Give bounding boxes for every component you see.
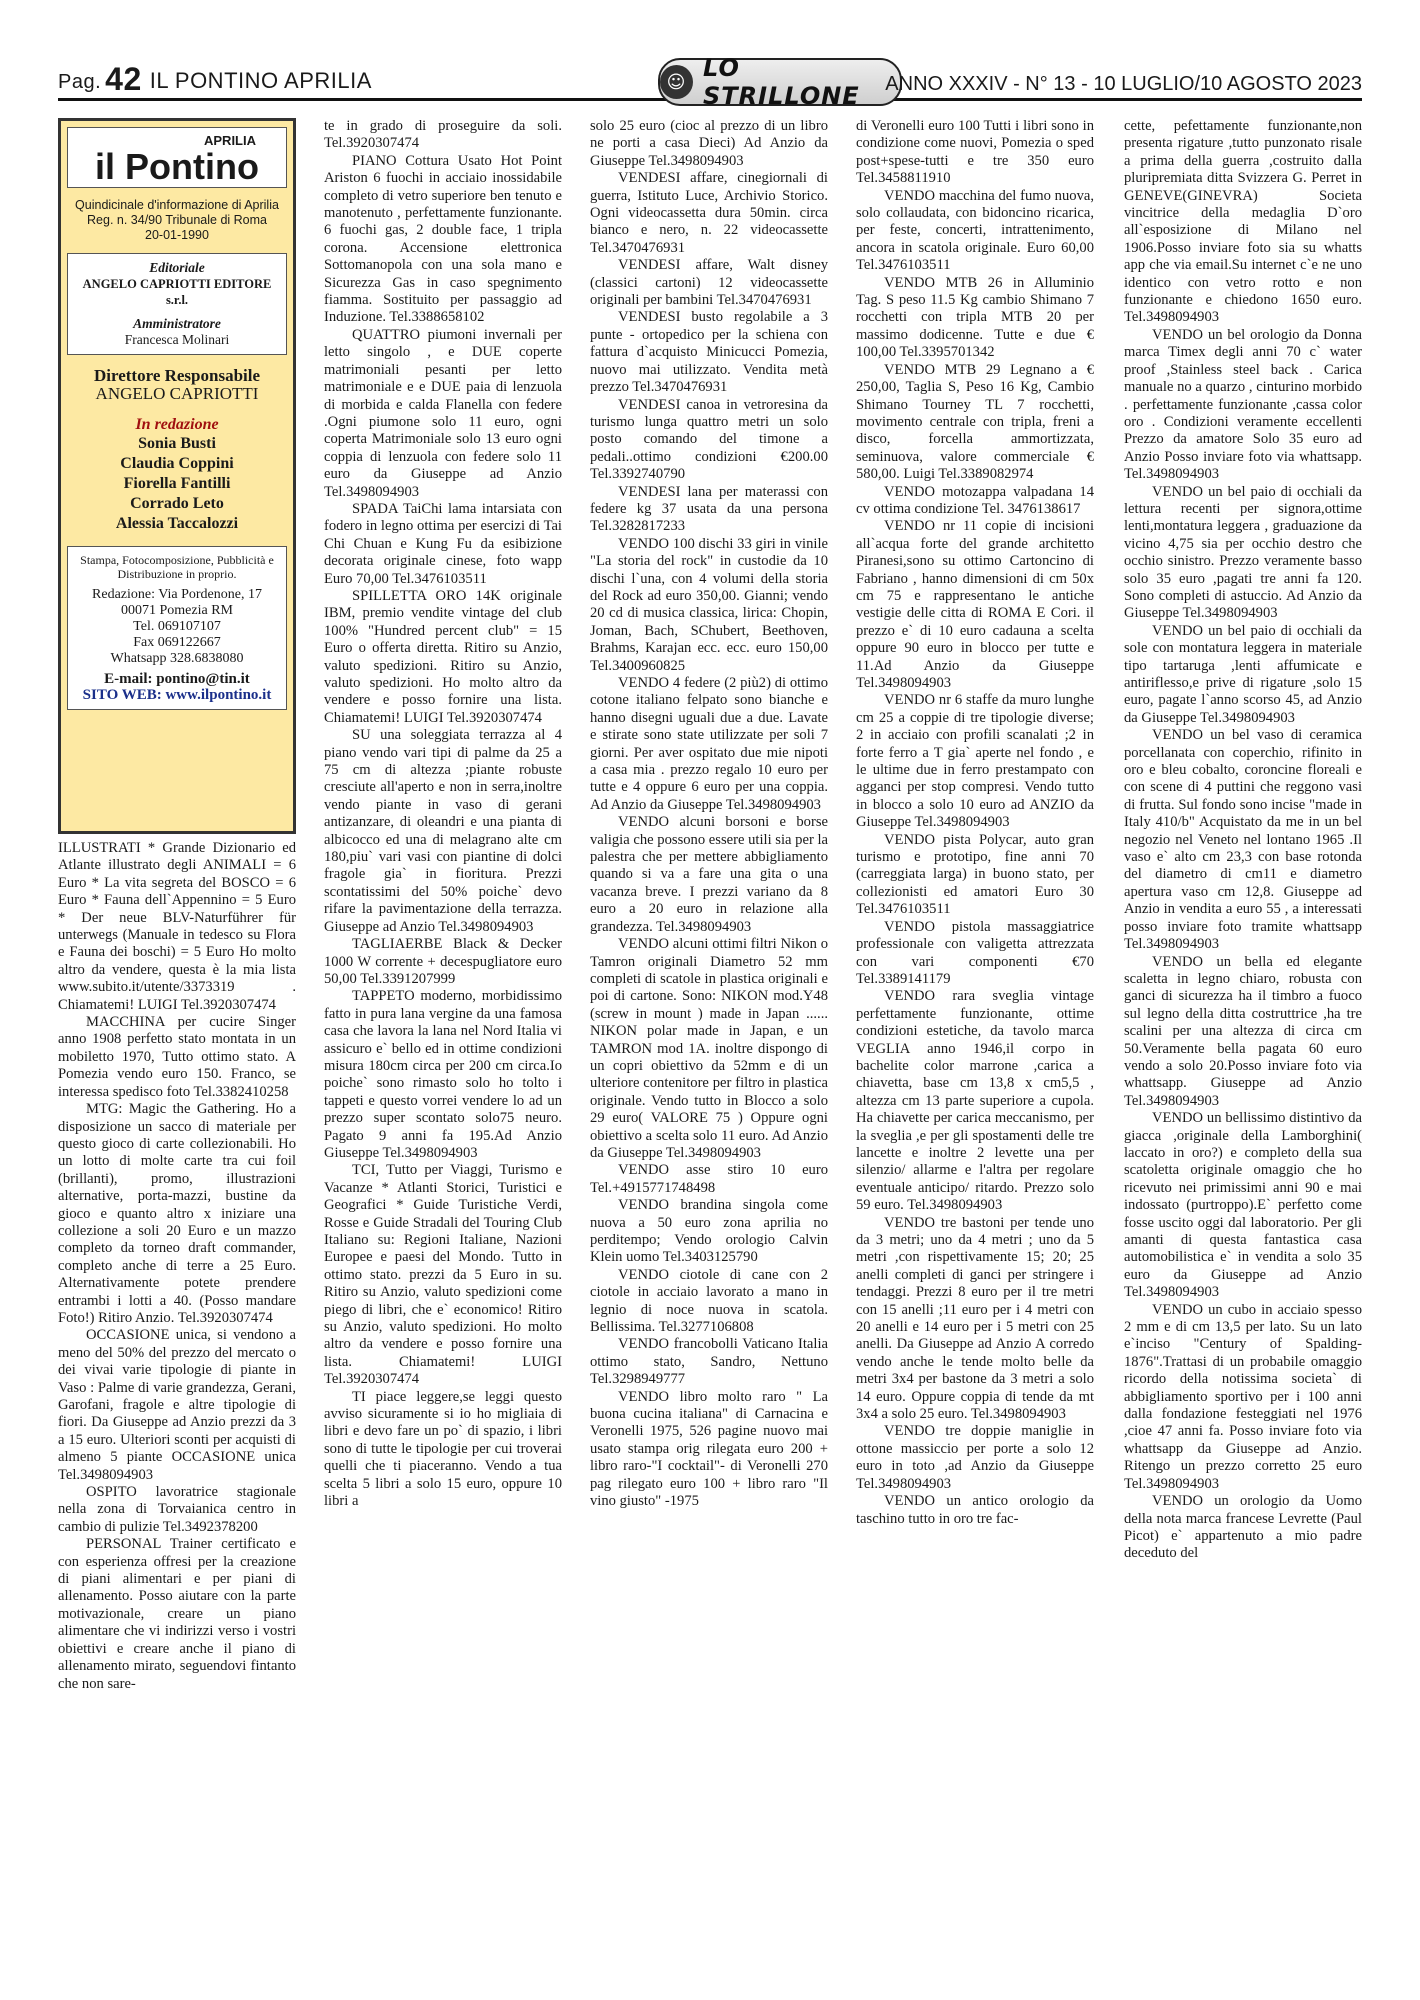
column-5 xyxy=(1124,118,1362,1978)
staff-member: Corrado Leto xyxy=(130,494,224,512)
strillone-logo xyxy=(658,54,902,110)
contact-box xyxy=(67,546,287,710)
masthead-city: APRILIA xyxy=(204,133,256,148)
email-link[interactable]: E-mail: pontino@tin.it xyxy=(104,670,250,687)
director-name: ANGELO CAPRIOTTI xyxy=(95,383,259,403)
classified-ad: VENDO nr 6 staffe da muro lunghe cm 25 a coppie di tre tipologie diverse; 2 in acciaio con profili scanalati ;2 in forte ferro a T gia` aperte nel fondo , e le ultime due in ferro prestampato con agganci per stop compresi. Vendo tutto in blocco a solo 10 euro ad ANZIO da Giuseppe Tel.3498094903 xyxy=(856,692,1094,831)
masthead-date: 20-01-1990 xyxy=(145,228,209,243)
classified-ad: VENDO motozappa valpadana 14 cv ottima condizione Tel. 3476138617 xyxy=(856,483,1094,517)
city: 00071 Pomezia RM xyxy=(121,602,233,618)
page-folio xyxy=(58,59,372,96)
masthead-title-box xyxy=(67,127,287,188)
column-2 xyxy=(324,118,562,1978)
classified-ad: VENDO brandina singola come nuova a 50 euro zona aprilia no perditempo; Vendo orologio Calvin Klein uomo Tel.3403125790 xyxy=(590,1197,828,1266)
classified-ad: di Veronelli euro 100 Tutti i libri sono in condizione come nuovi, Pomezia o sped post+spese-tutti e tre 350 euro Tel.3458811910 xyxy=(856,118,1094,187)
masthead-name: il Pontino xyxy=(95,146,259,188)
classified-ad: VENDO un cubo in acciaio spesso 2 mm e di cm 13,5 per lato. Su un lato e`inciso "Century of Spalding-1876".Trattasi di un probabile omaggio ricordo della notissima societa` di abbigliamento sportivo per i 100 anni dalla fondazione festeggiati nel 1976 ,cioe 47 anni fa. Posso inviare foto via whattsapp da Giuseppe ad Anzio. Ritengo un prezzo corretto 25 euro Tel.3498094903 xyxy=(1124,1301,1362,1492)
classified-ad: VENDO un bel paio di occhiali da sole con montatura leggera in materiale tipo tartaruga ,lenti affumicate e antiriflesso,e prive di rigature ,solo 15 euro, pagate l`anno scorso 45, ad Anzio da Giuseppe Tel.3498094903 xyxy=(1124,622,1362,726)
classified-ad: VENDO 4 federe (2 più2) di ottimo cotone italiano felpato sono bianche e hanno disegni uguali due a due. Lavate e stirate sono state utilizzate per soli 7 giorni. Per aver ospitato due mie nipoti a casa mia . prezzo regalo 10 euro per tutte e 4 oppure 6 euro per una coppia. Ad Anzio da Giuseppe Tel.3498094903 xyxy=(590,675,828,813)
classified-ad: VENDO alcuni borsoni e borse valigia che possono essere utili sia per la palestra che per mettere abbigliamento quando si va a fare una gita o una vacanza breve. I prezzi variano da 8 euro a 20 euro in relazione alla grandezza. Tel.3498094903 xyxy=(590,814,828,935)
stampa-note: Stampa, Fotocomposizione, Pubblicità e Distribuzione in proprio. xyxy=(80,552,274,581)
classified-ad: MTG: Magic the Gathering. Ho a disposizione un sacco di materiale per questo gioco di carte collezionabili. Ho un lotto di molte carte tra cui foil (brillanti), promo, illustrazioni alternative, porta-mazzi, bustine da gioco e quanto altro x iniziare una collezione a soli 20 Euro e un mazzo completo da torneo draft commander, completo anche di terre a 25 Euro. Alternativamente potete prendere entrambi i lotti a 40. (Posso mandare Foto!) Ritiro Anzio. Tel.3920307474 xyxy=(58,1101,296,1326)
classified-ad: PERSONAL Trainer certificato e con esperienza offresi per la creazione di piani alimentari e per piani di allenamento. Posso aiutare con la parte motivazionale, creare un piano alimentare che vi indirizzi verso i vostri obiettivi e creare anche il piano di allenamento mirato, seguendovi fintanto che non sare- xyxy=(58,1536,296,1692)
publication-name: IL PONTINO APRILIA xyxy=(149,68,372,93)
classified-ad: VENDESI canoa in vetroresina da turismo lunga quattro metri un solo posto comando del timone a pedali..ottimo condizioni €200.00 Tel.3392740790 xyxy=(590,396,828,483)
classified-ad: solo 25 euro (cioc al prezzo di un libro ne porti a casa Dieci) Ad Anzio da Giuseppe Tel.3498094903 xyxy=(590,118,828,169)
masthead-registration xyxy=(67,198,287,243)
classified-ad: VENDO libro molto raro " La buona cucina italiana" di Carnacina e Veronelli 1975, 526 pagine nuovo mai usato stampa orig rilegata euro 200 + libro raro-"I cocktail"- di Veronelli 270 pag rilegato euro 100 + libro raro "Il vino giusto" -1975 xyxy=(590,1388,828,1510)
masthead-tagline: Quindicinale d'informazione di Aprilia xyxy=(75,198,279,213)
classified-ad: ILLUSTRATI * Grande Dizionario ed Atlante illustrato degli ANIMALI = 6 Euro * La vita segreta del BOSCO = 6 Euro * Fauna dell`Appennino = 5 Euro * Der neue BLV-Naturführer für unterwegs (Manuale in tedesco su Flora e Fauna dei boschi) = 5 Euro Ho molto altro da vendere, questa è la mia lista www.subito.it/utente/3373319 . Chiamatemi! LUIGI Tel.3920307474 xyxy=(58,840,296,1013)
classified-ad: SPADA TaiChi lama intarsiata con fodero in legno ottima per esercizi di Tai Chi Chuan e Kung Fu da esibizione decorata originale cinese, foto wapp Euro 70,00 Tel.3476103511 xyxy=(324,500,562,587)
director-block xyxy=(67,367,287,402)
classified-ad: TCI, Tutto per Viaggi, Turismo e Vacanze * Atlanti Storici, Turistici e Geografici * Guide Turistiche Verdi, Rosse e Guide Stradali del Touring Club Italiano su: Regioni Italiane, Nazioni Europee e paesi del Mondo. Tutto in ottimo stato. prezzi da 5 Euro in su. Ritiro su Anzio, valuto spedizioni come piego di libri, che e` economico! Ritiro su Anzio, valuto spedizioni. Ho molto altro da vendere e posso fornire una lista. Chiamatemi! LUIGI Tel.3920307474 xyxy=(324,1162,562,1388)
publisher-box xyxy=(67,253,287,355)
classified-ad: VENDO 100 dischi 33 giri in vinile "La storia del rock" in custodie da 10 dischi l`una, con 4 volumi della storia del Rock ad euro 350,00. Gianni; vendo 20 cd di musica classica, lirica: Chopin, Joman, Bach, SChubert, Beethoven, Brahms, Karajan ecc. ecc. euro 150,00 Tel.3400960825 xyxy=(590,535,828,674)
classified-ad: VENDO un bel paio di occhiali da lettura recenti per signora,ottime lenti,montatura leggera , graduazione da vicino 4,75 sia per occhio destro che occhio sinistro. Prezzo veramente basso solo 35 euro ,pagati tre anni fa 120. Sono completi di astuccio. Ad Anzio da Giuseppe Tel.3498094903 xyxy=(1124,483,1362,622)
column-4 xyxy=(856,118,1094,1978)
amministratore-name: Francesca Molinari xyxy=(124,332,230,348)
classified-ad: VENDO un antico orologio da taschino tutto in oro tre fac- xyxy=(856,1493,1094,1527)
classified-ad: VENDO alcuni ottimi filtri Nikon o Tamron originali Diametro 52 mm completi di scatole in plastica originali e poi di cartone. Sono: NIKON mod.Y48 (screw in mount ) made in Japan ...... NIKON polar made in Japan, e un TAMRON mod 1A. inoltre dispongo di un copri obiettivo da 52mm e di un ulteriore contenitore per filtro in plastica originale. Vendo tutto in Blocco a solo 29 euro( VALORE 75 ) Oppure ogni obiettivo a scelta solo 11 euro. Ad Anzio da Giuseppe Tel.3498094903 xyxy=(590,936,828,1161)
classified-ad: MACCHINA per cucire Singer anno 1908 perfetto stato montata in un mobiletto 1970, Tutto ottimo stato. A Pomezia vendo euro 150. Franco, se interessa spedisco foto Tel.3382410258 xyxy=(58,1014,296,1100)
classified-ad: VENDESI affare, cinegiornali di guerra, Istituto Luce, Archivio Storico. Ogni videocassetta dura 50min. circa bianco e nero, n. 22 videocassette Tel.3470476931 xyxy=(590,170,828,256)
page-header xyxy=(58,54,1362,110)
staff-member: Claudia Coppini xyxy=(120,454,234,472)
staff-member: Fiorella Fantilli xyxy=(123,474,231,492)
classified-ad: PIANO Cottura Usato Hot Point Ariston 6 fuochi in acciaio inossidabile completo di vetro superiore ben tenuto e manotenuto , perfettamente funzionante. 6 fuochi gas, 2 double face, 1 tripla corona. Accensione elettronica Sottomanopola con una sola mano e Sicurezza Gas in caso spegnimento fiamma. Sostituito per passaggio ad Induzione. Tel.3388658102 xyxy=(324,152,562,326)
amministratore-label: Amministratore xyxy=(133,316,221,332)
classified-ad: VENDO tre doppie maniglie in ottone massiccio per porte a solo 12 euro in toto ,ad Anzio da Giuseppe Tel.3498094903 xyxy=(856,1423,1094,1492)
classified-ad: TAPPETO moderno, morbidissimo fatto in pura lana vergine da una famosa casa che lavora la lana nel Nord Italia vi assicuro e` bello ed in ottime condizioni misura 180cm circa per 200 cm circa.Io poiche` sono rimasto solo ho tolto i tappeti e questo vorrei vendere lo ad un prezzo super scontato solo75 neuro. Pagato 9 anni fa 195.Ad Anzio Giuseppe Tel.3498094903 xyxy=(324,988,562,1161)
newsboy-icon: ☺ xyxy=(660,65,693,99)
director-label: Direttore Responsabile xyxy=(93,366,261,386)
classified-ad: VENDO un bella ed elegante scaletta in legno chiaro, robusta con ganci di sicurezza ha il timbro a fuoco sul legno della ditta costruttrice ,ha tre scalini per una altezza di circa cm 50.Veramente bella pagata 60 euro vendo a solo 20.Posso inviare foto via whattsapp. Giuseppe ad Anzio Tel.3498094903 xyxy=(1124,953,1362,1109)
classified-ad: VENDO un bellissimo distintivo da giacca ,originale della Lamborghini( laccato in oro?) e completo della sua scatoletta originale omaggio che ho ricevuto nei primissimi anni 90 e mai indossato (purtroppo).E` perfetto come fosse uscito oggi dal laboratorio. Per gli amanti di questa fantastica casa automobilistica e` in vendita a solo 35 euro da Giuseppe ad Anzio Tel.3498094903 xyxy=(1124,1110,1362,1301)
classifieds-area xyxy=(58,118,1362,1980)
classified-ad: VENDO un bel vaso di ceramica porcellanata con coperchio, rifinito in oro e bleu cobalto, coroncine floreali e con scene di 4 puttini che reggono vasi di frutta. Sul fondo sono incise "made in Italy 410/b" Acquistato da me in un bel negozio nel Veneto nel lontano 1965 .Il vaso e` alto cm 23,3 con base rotonda del diametro di cm11 e diametro apertura vaso cm 12,8. Giuseppe ad Anzio in vendita a euro 55 , a interessati posso inviare foto tramite whattsapp Tel.3498094903 xyxy=(1124,727,1362,953)
editoriale-name: ANGELO CAPRIOTTI EDITORE s.r.l. xyxy=(82,277,272,308)
classified-ad: TI piace leggere,se leggi questo avviso sicuramente si io ho migliaia di libri e devo fare un po` di spazio, i libri sono di tutte le tipologie per cui troverai quelli che ti piaceranno. Vendo a tua scelta 5 libri a solo 15 euro, oppure 10 libri a xyxy=(324,1388,562,1510)
masthead-box xyxy=(58,118,296,834)
page-number: 42 xyxy=(105,61,142,97)
classified-ad: cette, pefettamente funzionante,non presenta rigature ,tutto punzonato risale a prima della guerra ,costruito dalla pluripremiata ditta Svizzera G. Perret in GENEVE(GINEVRA) Societa vincitrice della medaglia D`oro all`esposizione di Milano nel 1906.Posso inviare foto sia su whatts app che via email.Su internet c`e ne uno identico con vetro rotto e non funzionante e chiedono 1650 euro. Tel.3498094903 xyxy=(1124,118,1362,326)
classified-ad: VENDO ciotole di cane con 2 ciotole in acciaio lavorato a mano in legnio di noce nuova in scatola. Bellissima. Tel.3277106808 xyxy=(590,1266,828,1336)
classified-ad: VENDO un orologio da Uomo della nota marca francese Levrette (Paul Picot) e` appartenuto a mio padre deceduto del xyxy=(1124,1493,1362,1562)
fax: Fax 069122667 xyxy=(133,634,221,650)
editoriale-label: Editoriale xyxy=(149,260,205,276)
website-link[interactable]: SITO WEB: www.ilpontino.it xyxy=(82,686,272,703)
classified-ad: SU una soleggiata terrazza al 4 piano vendo vari tipi di palme da 25 a 75 cm di altezza ;piante robuste cresciute all'aperto e non in serra,inoltre vendo piante in vaso di gerani antizanzare, di oleandri e una pianta di albicocco ed una di melagrano alte cm 180,piu` vari vasi con piantine di dolci fragole gia` in fioritura. Prezzi scontatissimi del 50% poiche` devo rifare la pavimentazione della terrazza. Giuseppe ad Anzio Tel.3498094903 xyxy=(324,727,562,935)
classified-ad: VENDO tre bastoni per tende uno da 3 metri; uno da 4 metri ; uno da 5 metri ,con rispettivamente 15; 20; 25 anelli completi di ganci per stringere i tendaggi. Prezzi 8 euro per il tre metri con 15 anelli ;11 euro per i 4 metri con 20 anelli e 14 euro per i 5 metri con 25 anelli. Da Giuseppe ad Anzio A corredo vendo anche le tende molto belle da metri 3x4 per bastone da 3 metri a solo 14 euro. Oppure coppia di tende da mt 3x4 a solo 25 euro. Tel.3498094903 xyxy=(856,1214,1094,1423)
classified-ad: OSPITO lavoratrice stagionale nella zona di Torvaianica centro in cambio di pulizie Tel.3492378200 xyxy=(58,1484,296,1535)
classified-ad: VENDO un bel orologio da Donna marca Timex degli anni 70 c` water proof ,Stainless steel back . Carica manuale no a quarzo , cinturino morbido . perfettamente funzionante ,cassa color oro . Condizioni veramente eccellenti Prezzo da amatore Solo 35 euro ad Anzio Posso inviare foto via whattsapp. Tel.3498094903 xyxy=(1124,326,1362,483)
staff-member: Sonia Busti xyxy=(138,434,216,452)
classified-ad: OCCASIONE unica, si vendono a meno del 50% del prezzo del mercato o dei vivai varie tipologie di piante in Vaso : Palme di varie grandezza, Gerani, Garofani, fragole e altre tipologie di fiori. Da Giuseppe ad Anzio prezzi da 3 a 15 euro. Ulteriori sconti per acquisti di almeno 5 piante OCCASIONE unica Tel.3498094903 xyxy=(58,1327,296,1483)
classified-ad: VENDESI lana per materassi con federe kg 37 usata da una persona Tel.3282817233 xyxy=(590,483,828,535)
classified-ad: VENDESI affare, Walt disney (classici cartoni) 12 videocassette originali per bambini Tel.3470476931 xyxy=(590,257,828,309)
staff-member: Alessia Taccalozzi xyxy=(115,514,239,532)
masthead-reg: Reg. n. 34/90 Tribunale di Roma xyxy=(87,213,267,228)
classified-ad: VENDO nr 11 copie di incisioni all`acqua forte del grande architetto Piranesi,sono su ottimo Cartoncino di Fabriano , hanno dimensioni di cm 50x cm 75 e rappresentano le antiche vestigie delle citta di ROMA E Cori. il prezzo e` di 10 euro cadauna a scelta oppure 90 euro in blocco per tutte e 11.Ad Anzio da Giuseppe Tel.3498094903 xyxy=(856,518,1094,691)
classified-ad: VENDESI busto regolabile a 3 punte - ortopedico per la schiena con fattura d`acquisto Minicucci Pomezia, nuovo mai utilizzato. Vendita metà prezzo Tel.3470476931 xyxy=(590,309,828,396)
classified-ad: VENDO MTB 26 in Alluminio Tag. S peso 11.5 Kg cambio Shimano 7 rocchetti con tripla MTB 20 per massimo dodicenne. Tutte e due € 100,00 Tel.3395701342 xyxy=(856,274,1094,361)
address: Redazione: Via Pordenone, 17 xyxy=(92,586,262,602)
classified-ad: VENDO pistola massaggiatrice professionale con valigetta attrezzata con vari componenti €70 Tel.3389141179 xyxy=(856,918,1094,987)
classified-ad: VENDO francobolli Vaticano Italia ottimo stato, Sandro, Nettuno Tel.3298949777 xyxy=(590,1336,828,1388)
editorial-staff xyxy=(67,416,287,533)
whatsapp: Whatsapp 328.6838080 xyxy=(110,650,244,666)
classified-ad: QUATTRO piumoni invernali per letto singolo , e DUE coperte matrimoniali pesanti per letto matrimoniale e e DUE paia di lenzuola di morbida e calda Flanella con federe .Ogni piumone solo 11 euro, ogni coperta Matrimoniale solo 13 euro ogni coppia di lenzuola con federe solo 11 euro da Giuseppe ad Anzio Tel.3498094903 xyxy=(324,326,562,500)
classified-ad: VENDO asse stiro 10 euro Tel.+4915771748498 xyxy=(590,1162,828,1196)
page-prefix: Pag. xyxy=(58,71,102,93)
logo-text: LO STRILLONE xyxy=(703,54,860,110)
phone: Tel. 069107107 xyxy=(133,618,221,634)
classified-ad: VENDO macchina del fumo nuova, solo collaudata, con bidoncino ricarica, per feste, concerti, intrattenimento, ancora in scatola originale. Euro 60,00 Tel.3476103511 xyxy=(856,187,1094,274)
staff-label: In redazione xyxy=(135,416,219,434)
column-1 xyxy=(58,118,296,1978)
classified-ad: TAGLIAERBE Black & Decker 1000 W corrente + decespugliatore euro 50,00 Tel.3391207999 xyxy=(324,936,562,987)
issue-info: ANNO XXXIV - N° 13 - 10 LUGLIO/10 AGOSTO 2023 xyxy=(885,73,1362,95)
classified-ad: VENDO rara sveglia vintage perfettamente funzionante, ottime condizioni estetiche, da tavolo marca VEGLIA anno 1946,il corpo in bachelite color marrone ,carica a chiavetta, base cm 13,8 x cm5,5 , altezza cm 13 parte superiore a cupola. Ha chiavette per carica meccanismo, per la sveglia ,e per gli spostamenti delle tre lancette e inoltre 2 levette una per silenzio/ allarme e l'altra per regolare eventuale anticipo/ ritardo. Prezzo solo 59 euro. Tel.3498094903 xyxy=(856,988,1094,1214)
classified-ad: VENDO pista Polycar, auto gran turismo e prototipo, fine anni 70 (carreggiata larga) in buono stato, per collezionisti ed amatori Euro 30 Tel.3476103511 xyxy=(856,831,1094,918)
classified-ad: SPILLETTA ORO 14K originale IBM, premio vendite vintage del club 100% "Hundred percent club" = 15 Euro o offerta diretta. Ritiro su Anzio, valuto spedizioni. Ritiro su Anzio, valuto spedizioni. Ho molto altro da vendere e posso fornire una lista. Chiamatemi! LUIGI Tel.3920307474 xyxy=(324,587,562,726)
classified-ad: VENDO MTB 29 Legnano a € 250,00, Taglia S, Peso 16 Kg, Cambio Shimano Tourney TL 7 rocchetti, movimento centrale con tripla, freni a disco, forcella ammortizzata, seminuova, valore commerciale € 580,00. Luigi Tel.3389082974 xyxy=(856,361,1094,483)
classified-ad: te in grado di proseguire da soli. Tel.3920307474 xyxy=(324,118,562,152)
column-3 xyxy=(590,118,828,1978)
